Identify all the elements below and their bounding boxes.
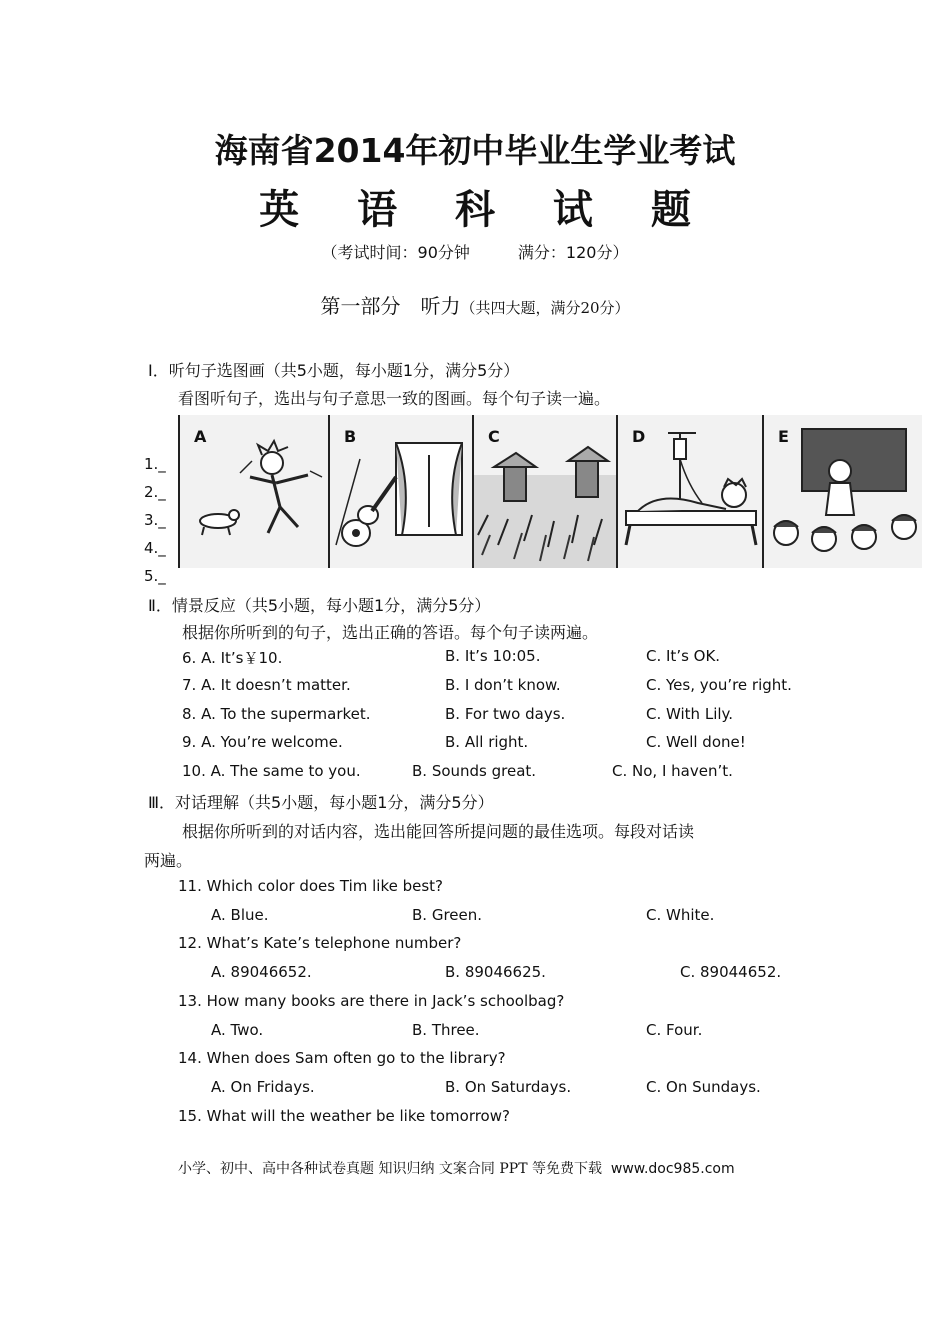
picture-panel-d xyxy=(618,415,764,568)
q12-option-c: C. 89044652. xyxy=(680,963,782,981)
section2-instruction: 根据你所听到的句子，选出正确的答语。每个句子读两遍。 xyxy=(182,623,599,642)
q14-option-b: B. On Saturdays. xyxy=(445,1078,572,1096)
question-number-2: 2._ xyxy=(144,483,166,501)
picture-panel-c xyxy=(474,415,618,568)
q13-option-a: A. Two. xyxy=(211,1021,264,1039)
footer-text: 小学、初中、高中各种试卷真题 知识归纳 文案合同 PPT 等免费下载 xyxy=(178,1161,602,1177)
q8-option-c: C. With Lily. xyxy=(646,705,734,723)
q10-option-a: 10. A. The same to you. xyxy=(182,762,361,780)
panel-label-e: E xyxy=(778,427,789,446)
picture-strip xyxy=(178,415,922,568)
subject-title: 英 语 科 试 题 xyxy=(259,187,713,233)
q8-option-a: 8. A. To the supermarket. xyxy=(182,705,371,723)
q14-option-c: C. On Sundays. xyxy=(646,1078,761,1096)
q14-option-a: A. On Fridays. xyxy=(211,1078,315,1096)
q12-option-b: B. 89046625. xyxy=(445,963,546,981)
picture-panel-a xyxy=(178,415,330,568)
panel-label-b: B xyxy=(344,427,357,446)
q7-option-c: C. Yes, you’re right. xyxy=(646,676,792,694)
question-number-1: 1._ xyxy=(144,455,166,473)
q6-option-b: B. It’s 10:05. xyxy=(445,647,541,665)
q10-option-c: C. No, I haven’t. xyxy=(612,762,733,780)
page-footer xyxy=(178,1158,735,1178)
q7-option-b: B. I don’t know. xyxy=(445,676,561,694)
q11-option-b: B. Green. xyxy=(412,906,483,924)
exam-time: （考试时间：90分钟 xyxy=(321,243,470,262)
question-number-4: 4._ xyxy=(144,539,166,557)
panel-label-a: A xyxy=(194,427,207,446)
exam-score: 满分：120分） xyxy=(517,243,629,262)
part1-heading xyxy=(0,290,950,319)
section1-heading: Ⅰ．听句子选图画（共5小题，每小题1分，满分5分） xyxy=(148,361,520,380)
section3-instruction-line1: 根据你所听到的对话内容，选出能回答所提问题的最佳选项。每段对话读 xyxy=(182,822,695,841)
q12-option-a: A. 89046652. xyxy=(211,963,312,981)
panel-label-d: D xyxy=(632,427,646,446)
q15-question: 15. What will the weather be like tomorrow? xyxy=(178,1107,510,1125)
q12-question: 12. What’s Kate’s telephone number? xyxy=(178,934,462,952)
q13-option-c: C. Four. xyxy=(646,1021,703,1039)
q11-question: 11. Which color does Tim like best? xyxy=(178,877,444,895)
q6-option-a: 6. A. It’s￥10. xyxy=(182,649,283,667)
q9-option-c: C. Well done! xyxy=(646,733,746,751)
part1-note: （共四大题，满分20分） xyxy=(460,299,630,317)
q8-option-b: B. For two days. xyxy=(445,705,566,723)
exam-info xyxy=(0,240,950,263)
q13-question: 13. How many books are there in Jack’s schoolbag? xyxy=(178,992,565,1010)
q14-question: 14. When does Sam often go to the library? xyxy=(178,1049,506,1067)
section2-heading: Ⅱ．情景反应（共5小题，每小题1分，满分5分） xyxy=(148,596,491,615)
panel-label-c: C xyxy=(488,427,500,446)
q9-option-b: B. All right. xyxy=(445,733,529,751)
q11-option-c: C. White. xyxy=(646,906,715,924)
q11-option-a: A. Blue. xyxy=(211,906,269,924)
picture-panel-b xyxy=(330,415,474,568)
question-number-3: 3._ xyxy=(144,511,166,529)
footer-url[interactable]: www.doc985.com xyxy=(610,1161,735,1177)
exam-title: 海南省2014年初中毕业生学业考试 xyxy=(214,131,736,170)
q13-option-b: B. Three. xyxy=(412,1021,480,1039)
q9-option-a: 9. A. You’re welcome. xyxy=(182,733,343,751)
section1-instruction: 看图听句子，选出与句子意思一致的图画。每个句子读一遍。 xyxy=(178,389,611,408)
section3-instruction-line2: 两遍。 xyxy=(144,851,193,870)
section3-heading: Ⅲ．对话理解（共5小题，每小题1分，满分5分） xyxy=(148,793,494,812)
part1-title: 第一部分 听力 xyxy=(320,294,461,318)
question-number-5: 5._ xyxy=(144,567,166,585)
q6-option-c: C. It’s OK. xyxy=(646,647,721,665)
q10-option-b: B. Sounds great. xyxy=(412,762,537,780)
q7-option-a: 7. A. It doesn’t matter. xyxy=(182,676,351,694)
picture-panel-e xyxy=(764,415,922,568)
